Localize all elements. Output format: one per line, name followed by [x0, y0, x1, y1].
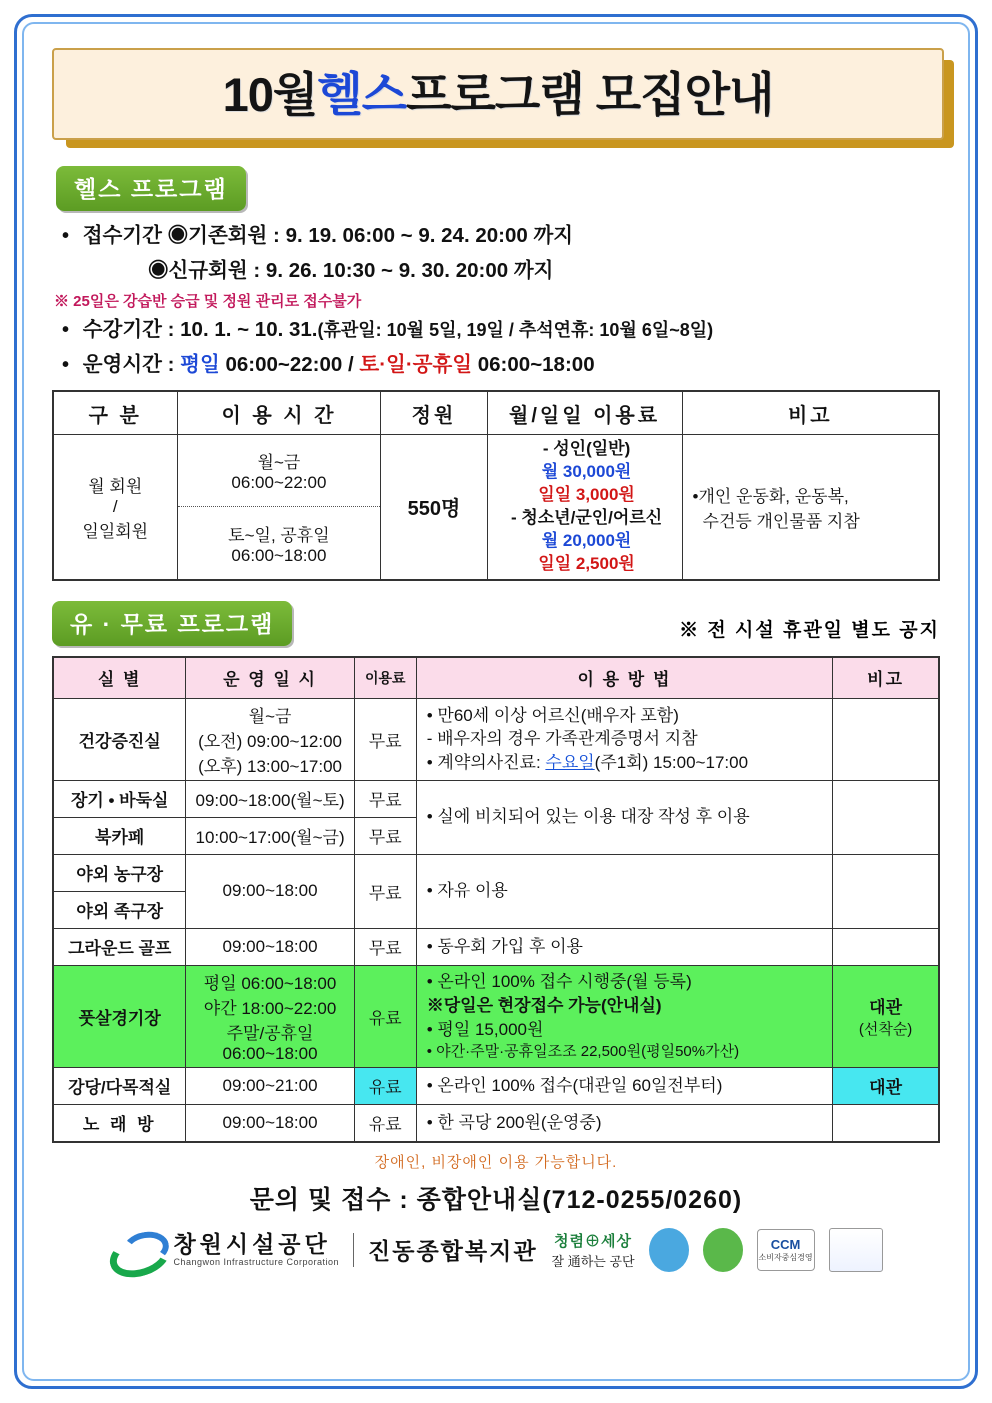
remark-line: (선착순) — [858, 1021, 913, 1039]
hours-weekend-val: 06:00~18:00 — [472, 352, 595, 376]
time-weekday-hours: 06:00~22:00 — [231, 473, 327, 493]
cell-division — [53, 435, 177, 580]
room-usage: • 온라인 100% 접수(대관일 60일전부터) — [416, 1067, 832, 1104]
schedule-line: 월~금 — [248, 706, 292, 726]
cell-remark — [682, 435, 939, 580]
ccm-badge — [757, 1229, 815, 1271]
room-name: 건강증진실 — [53, 698, 186, 780]
table-row — [53, 435, 939, 507]
room-remark — [833, 965, 939, 1067]
reception-line-2: ◉신규회원 : 9. 26. 10:30 ~ 9. 30. 20:00 까지 — [148, 258, 554, 282]
table-row — [53, 780, 939, 817]
table-row-header — [53, 657, 939, 699]
title-part1: 10월 — [222, 67, 318, 121]
table-row-header — [53, 391, 939, 435]
th-fee: 이용료 — [354, 657, 416, 699]
th-division: 구 분 — [53, 391, 177, 435]
section1-bullets — [52, 221, 940, 286]
usage-line-doctor: • 계약의사진료: 수요일(주1회) 15:00~17:00 — [426, 753, 749, 773]
section2-header — [52, 601, 940, 646]
section1-bullets-2 — [52, 315, 940, 380]
room-schedule: 10:00~17:00(월~금) — [186, 817, 354, 854]
usage-line: • 평일 15,000원 — [426, 1019, 544, 1039]
fee-adult-day: 일일 3,000원 — [538, 484, 635, 504]
room-schedule: 09:00~18:00 — [186, 1104, 354, 1142]
room-schedule — [186, 965, 354, 1067]
room-name: 북카페 — [53, 817, 186, 854]
room-fee: 유료 — [354, 965, 416, 1067]
reception-label: 접수기간 — [82, 224, 162, 247]
cell-time-weekday — [177, 435, 381, 507]
hours-weekday-key: 평일 — [180, 352, 220, 376]
cell-time-weekend — [177, 507, 381, 580]
reception-note: ※ 25일은 강습반 승급 및 정원 관리로 접수불가 — [54, 292, 362, 310]
room-schedule — [186, 698, 354, 780]
center-name: 진동종합복지관 — [368, 1238, 538, 1265]
section2-chip: 유 · 무료 프로그램 — [52, 601, 292, 646]
usage-line: ※당일은 현장접수 가능(안내실) — [426, 995, 662, 1015]
remark-line: 대관 — [869, 998, 902, 1018]
cell-fee — [487, 435, 682, 580]
program-table — [52, 656, 940, 1143]
poster-title — [52, 48, 940, 152]
room-name: 강당/다목적실 — [53, 1067, 186, 1104]
footer-logos — [52, 1228, 940, 1272]
fee-adult-month: 월 30,000원 — [541, 462, 632, 482]
table-row — [53, 1104, 939, 1142]
room-fee: 무료 — [354, 928, 416, 965]
th-capacity: 정원 — [381, 391, 487, 435]
org-name-kr: 창원시설공단 — [173, 1231, 331, 1258]
time-weekday-days: 월~금 — [257, 453, 301, 473]
room-remark — [833, 928, 939, 965]
accessibility-note: 장애인, 비장애인 이용 가능합니다. — [374, 1153, 618, 1171]
room-fee: 유료 — [354, 1104, 416, 1142]
schedule-line: (오후) 13:00~17:00 — [198, 756, 342, 776]
ccm-sub: 소비자중심경영 — [758, 1252, 813, 1262]
room-schedule: 09:00~21:00 — [186, 1067, 354, 1104]
footer-divider — [353, 1233, 354, 1267]
poster-content — [52, 48, 940, 1272]
room-remark — [833, 780, 939, 854]
th-remark: 비고 — [682, 391, 939, 435]
room-remark: 대관 — [833, 1067, 939, 1104]
room-usage: • 실에 비치되어 있는 이용 대장 작성 후 이용 — [416, 780, 832, 854]
room-name: 그라운드 골프 — [53, 928, 186, 965]
room-usage — [416, 698, 832, 780]
room-fee: 무료 — [354, 780, 416, 817]
hours-label: 운영시간 : — [82, 352, 181, 376]
room-name: 노 래 방 — [53, 1104, 186, 1142]
course-period-sub: (휴관일: 10월 5일, 19일 / 추석연휴: 10월 6일~8일) — [317, 319, 714, 340]
division-line3: 일일회원 — [82, 521, 149, 541]
schedule-line: 06:00~18:00 — [222, 1043, 318, 1063]
ccm-label: CCM — [770, 1236, 801, 1252]
room-schedule: 09:00~18:00 — [186, 928, 354, 965]
section2-notice: ※ 전 시설 휴관일 별도 공지 — [679, 619, 940, 641]
title-box — [52, 48, 944, 140]
th-fee: 월/일일 이용료 — [487, 391, 682, 435]
certification-badge — [829, 1228, 883, 1272]
remark-line2: 수건등 개인물품 지참 — [702, 511, 860, 531]
table-row — [53, 854, 939, 891]
room-schedule: 09:00~18:00 — [186, 854, 354, 928]
title-part2: 헬스 — [317, 67, 407, 121]
remark-line1: •개인 운동화, 운동복, — [692, 486, 849, 506]
section1-header — [56, 166, 940, 211]
table-row — [53, 965, 939, 1067]
course-period — [62, 315, 940, 346]
usage-line: • 야간·주말·공휴일조조 22,500원(평일50%가산) — [426, 1043, 740, 1061]
fee-adult-label: - 성인(일반) — [542, 439, 631, 459]
reception-existing: ◉기존회원 : 9. 19. 06:00 ~ 9. 24. 20:00 까지 — [167, 224, 574, 247]
room-name: 장기 • 바둑실 — [53, 780, 186, 817]
swoosh-icon — [109, 1230, 165, 1270]
fitness-fee-table — [52, 390, 940, 581]
th-room: 실 별 — [53, 657, 186, 699]
usage-line: • 만60세 이상 어르신(배우자 포함) — [426, 705, 679, 725]
schedule-line: 평일 06:00~18:00 — [203, 973, 337, 993]
cell-capacity: 550명 — [381, 435, 487, 580]
table-row — [53, 1067, 939, 1104]
reception-line-1 — [62, 221, 940, 252]
room-name: 야외 족구장 — [53, 891, 186, 928]
room-usage: • 자유 이용 — [416, 854, 832, 928]
room-fee: 유료 — [354, 1067, 416, 1104]
time-weekend-days: 토~일, 공휴일 — [228, 525, 330, 545]
org-name-en: Changwon Infrastructure Corporation — [173, 1257, 340, 1268]
division-line1: 월 회원 — [88, 476, 143, 496]
room-usage: • 동우회 가입 후 이용 — [416, 928, 832, 965]
org-name-block — [173, 1232, 339, 1267]
room-usage — [416, 965, 832, 1067]
fee-youth-day: 일일 2,500원 — [538, 553, 635, 573]
mascot-green-icon — [703, 1228, 743, 1272]
schedule-line: (오전) 09:00~12:00 — [198, 731, 342, 751]
room-fee: 무료 — [354, 817, 416, 854]
th-schedule: 운 영 일 시 — [186, 657, 354, 699]
room-name: 풋살경기장 — [53, 965, 186, 1067]
th-remark: 비고 — [833, 657, 939, 699]
room-fee: 무료 — [354, 698, 416, 780]
mascot-blue-icon — [649, 1228, 689, 1272]
room-usage: • 한 곡당 200원(운영중) — [416, 1104, 832, 1142]
slogan-bottom: 잘 通하는 공단 — [551, 1253, 635, 1269]
room-schedule: 09:00~18:00(월~토) — [186, 780, 354, 817]
room-remark — [833, 1104, 939, 1142]
contact-line: 문의 및 접수 : 종합안내실(712-0255/0260) — [249, 1185, 743, 1214]
usage-line: • 온라인 100% 접수 시행중(월 등록) — [426, 972, 692, 992]
title-text — [222, 67, 774, 121]
operating-hours — [62, 350, 940, 381]
th-time: 이 용 시 간 — [177, 391, 381, 435]
usage-line: - 배우자의 경우 가족관계증명서 지참 — [426, 729, 698, 749]
hours-weekday-val: 06:00~22:00 / — [219, 352, 360, 376]
changwon-logo — [109, 1230, 339, 1270]
course-period-label: 수강기간 : 10. 1. ~ 10. 31. — [82, 317, 318, 341]
slogan-block — [552, 1230, 635, 1270]
fee-youth-month: 월 20,000원 — [541, 530, 632, 550]
table-row — [53, 928, 939, 965]
room-remark — [833, 698, 939, 780]
hours-weekend-key: 토·일·공휴일 — [359, 352, 473, 376]
fee-youth-label: - 청소년/군인/어르신 — [510, 507, 663, 527]
schedule-line: 야간 18:00~22:00 — [203, 998, 337, 1018]
table-row — [53, 698, 939, 780]
room-remark — [833, 854, 939, 928]
room-name: 야외 농구장 — [53, 854, 186, 891]
division-line2: / — [112, 496, 118, 516]
section1-chip: 헬스 프로그램 — [56, 166, 246, 211]
th-usage: 이 용 방 법 — [416, 657, 832, 699]
time-weekend-hours: 06:00~18:00 — [231, 545, 327, 565]
slogan-top: 청렴⊕세상 — [554, 1232, 633, 1250]
room-fee: 무료 — [354, 854, 416, 928]
title-part3: 프로그램 모집안내 — [406, 67, 774, 121]
schedule-line: 주말/공휴일 — [226, 1023, 314, 1043]
